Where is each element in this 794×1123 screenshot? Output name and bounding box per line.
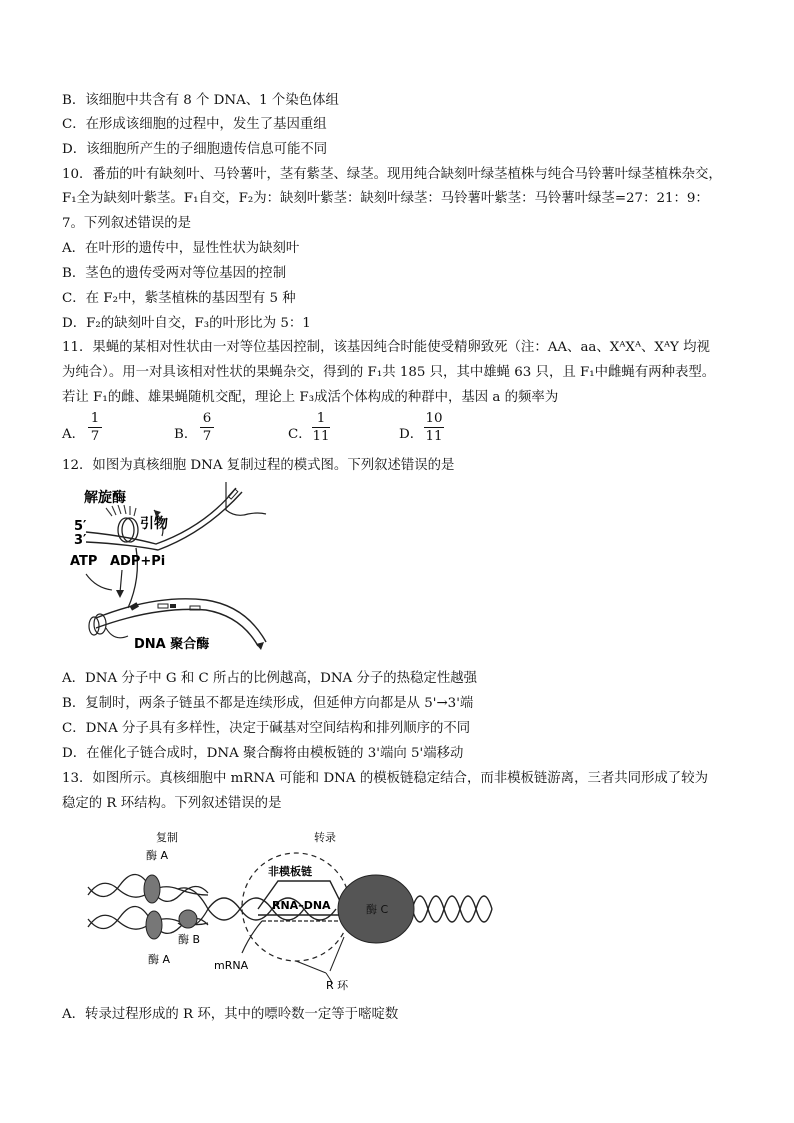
q11-option-d-label: D．: [399, 427, 424, 442]
q11-option-c-fraction: [311, 410, 331, 445]
fraction-denominator: 7: [90, 429, 100, 444]
fraction-numerator: 10: [425, 411, 443, 426]
q11-stem-line1: 11．果蝇的某相对性状由一对等位基因控制，该基因纯合时能使受精卵致死（注：AA、aa、XᴬXᴬ、XᴬY 均视: [62, 340, 710, 355]
enzyme-a-label: 酶 A: [146, 849, 169, 862]
q10-stem-line1: 10．番茄的叶有缺刻叶、马铃薯叶，茎有紫茎、绿茎。现用纯合缺刻叶绿茎植株与纯合马铃薯叶绿茎植株杂交，: [62, 167, 722, 182]
enzyme-c-label: 酶 C: [366, 903, 389, 916]
adp-label: ADP+Pi: [110, 554, 166, 569]
enzyme-a2-label: 酶 A: [148, 953, 171, 966]
nontemplate-strand-label: 非模板链: [268, 865, 312, 878]
q10-option-a: A．在叶形的遗传中，显性性状为缺刻叶: [62, 241, 300, 256]
q11-option-d-fraction: [423, 410, 445, 445]
q12-option-a: A．DNA 分子中 G 和 C 所占的比例越高，DNA 分子的热稳定性越强: [62, 671, 477, 686]
replication-label: 复制: [156, 831, 178, 844]
dna-polymerase-label: DNA 聚合酶: [134, 637, 210, 652]
transcription-label: 转录: [314, 831, 336, 844]
enzyme-b-label: 酶 B: [178, 933, 201, 946]
q11-option-a-fraction: [87, 410, 103, 445]
r-loop-label: R 环: [326, 979, 349, 992]
q10-stem-line2: F₁全为缺刻叶紫茎。F₁自交，F₂为：缺刻叶紫茎：缺刻叶绿茎：马铃薯叶紫茎：马铃薯叶绿茎=27：21：9：: [62, 191, 709, 206]
q10-stem-line3: 7。下列叙述错误的是: [62, 216, 192, 231]
q11-option-c-label: C．: [288, 427, 312, 442]
q10-option-b: B．茎色的遗传受两对等位基因的控制: [62, 266, 287, 281]
q12-option-c: C．DNA 分子具有多样性，决定于碱基对空间结构和排列顺序的不同: [62, 721, 471, 736]
rna-dna-label: RNA–DNA: [272, 899, 331, 912]
q12-option-b: B．复制时，两条子链虽不都是连续形成，但延伸方向都是从 5'→3'端: [62, 696, 474, 711]
q10-option-c: C．在 F₂中，紫茎植株的基因型有 5 种: [62, 291, 296, 306]
fraction-denominator: 11: [312, 429, 330, 444]
q13-stem-line1: 13．如图所示。真核细胞中 mRNA 可能和 DNA 的模板链稳定结合，而非模板链游离，三者共同形成了较为: [62, 771, 708, 786]
r-loop-figure: [82, 823, 502, 993]
mrna-label: mRNA: [214, 959, 249, 972]
q11-option-b-label: B．: [174, 427, 198, 442]
atp-label: ATP: [70, 554, 98, 569]
fraction-denominator: 11: [425, 429, 443, 444]
q12-option-d: D．在催化子链合成时，DNA 聚合酶将由模板链的 3'端向 5'端移动: [62, 746, 464, 761]
five-prime-label: 5′: [74, 519, 87, 534]
q9-option-b: B．该细胞中共含有 8 个 DNA、1 个染色体组: [62, 93, 339, 108]
primer-label: 引物: [140, 516, 168, 532]
fraction-numerator: 1: [316, 411, 326, 426]
fraction-numerator: 1: [90, 411, 100, 426]
q11-option-a-label: A．: [62, 427, 86, 442]
q11-stem-line3: 若让 F₁的雌、雄果蝇随机交配，理论上 F₃成活个体构成的种群中，基因 a 的频率为: [62, 390, 559, 405]
q13-stem-line2: 稳定的 R 环结构。下列叙述错误的是: [62, 796, 282, 811]
q12-stem: 12．如图为真核细胞 DNA 复制过程的模式图。下列叙述错误的是: [62, 458, 455, 473]
dna-replication-figure: [66, 478, 286, 658]
q13-option-a: A．转录过程形成的 R 环，其中的嘌呤数一定等于嘧啶数: [62, 1007, 399, 1022]
fraction-numerator: 6: [202, 411, 212, 426]
three-prime-label: 3′: [74, 533, 87, 548]
q9-option-c: C．在形成该细胞的过程中，发生了基因重组: [62, 117, 327, 132]
q10-option-d: D．F₂的缺刻叶自交，F₃的叶形比为 5：1: [62, 316, 311, 331]
q11-option-b-fraction: [199, 410, 215, 445]
helicase-label: 解旋酶: [84, 490, 126, 506]
q9-option-d: D．该细胞所产生的子细胞遗传信息可能不同: [62, 142, 328, 157]
q11-stem-line2: 为纯合）。用一对具该相对性状的果蝇杂交，得到的 F₁共 185 只，其中雄蝇 63 只，且 F₁中雌蝇有两种表型。: [62, 365, 716, 380]
fraction-denominator: 7: [202, 429, 212, 444]
